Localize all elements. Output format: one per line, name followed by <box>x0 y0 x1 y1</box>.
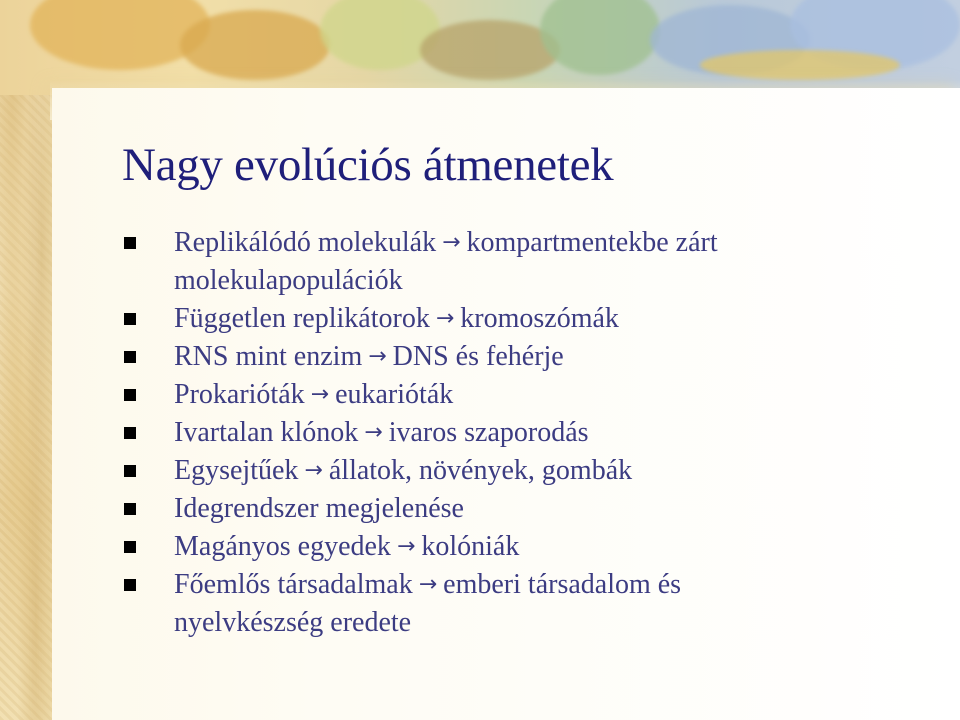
square-bullet-icon <box>124 427 136 439</box>
right-arrow-icon: → <box>310 382 330 407</box>
square-bullet-icon <box>124 503 136 515</box>
bullet-target-text: DNS és fehérje <box>392 341 564 372</box>
bullet-item <box>122 528 922 566</box>
bullet-continuation-text: molekulapopulációk <box>174 265 403 296</box>
bullet-text: RNS mint enzim <box>174 341 363 372</box>
right-arrow-icon: → <box>435 306 455 331</box>
bullet-text: Független replikátorok <box>174 303 430 334</box>
square-bullet-icon <box>124 313 136 325</box>
bullet-text: Ivartalan klónok <box>174 417 359 448</box>
bullet-text: Replikálódó molekulák <box>174 227 437 258</box>
bullet-item <box>122 566 922 642</box>
right-arrow-icon: → <box>442 230 461 255</box>
right-arrow-icon: → <box>304 458 323 483</box>
bullet-item <box>122 376 922 414</box>
bullet-text: Főemlős társadalmak <box>174 569 413 600</box>
bullet-list <box>122 224 922 642</box>
bullet-continuation-text: nyelvkészség eredete <box>174 607 412 638</box>
bullet-target-text: emberi társadalom és <box>443 569 682 600</box>
bullet-target-text: kromoszómák <box>460 303 619 334</box>
right-arrow-icon: → <box>396 534 416 559</box>
bullet-item <box>122 300 922 338</box>
bullet-target-text: eukarióták <box>335 379 454 410</box>
square-bullet-icon <box>124 351 136 363</box>
right-arrow-icon: → <box>418 572 438 597</box>
bullet-item <box>122 414 922 452</box>
square-bullet-icon <box>124 237 136 249</box>
square-bullet-icon <box>124 541 136 553</box>
slide-title: Nagy evolúciós átmenetek <box>122 139 614 191</box>
bullet-text: Magányos egyedek <box>174 531 391 562</box>
bullet-text: Idegrendszer megjelenése <box>174 493 464 524</box>
bullet-item <box>122 490 922 528</box>
bullet-target-text: állatok, növények, gombák <box>328 455 633 486</box>
bullet-target-text: ivaros szaporodás <box>388 417 589 448</box>
square-bullet-icon <box>124 465 136 477</box>
bullet-target-text: kompartmentekbe zárt <box>466 227 718 258</box>
bullet-text: Egysejtűek <box>174 455 299 486</box>
bullet-item <box>122 224 922 300</box>
bullet-text: Prokarióták <box>174 379 305 410</box>
bullet-item <box>122 452 922 490</box>
square-bullet-icon <box>124 389 136 401</box>
right-arrow-icon: → <box>368 344 387 369</box>
right-arrow-icon: → <box>364 420 383 445</box>
bullet-item <box>122 338 922 376</box>
square-bullet-icon <box>124 579 136 591</box>
bullet-target-text: kolóniák <box>421 531 520 562</box>
